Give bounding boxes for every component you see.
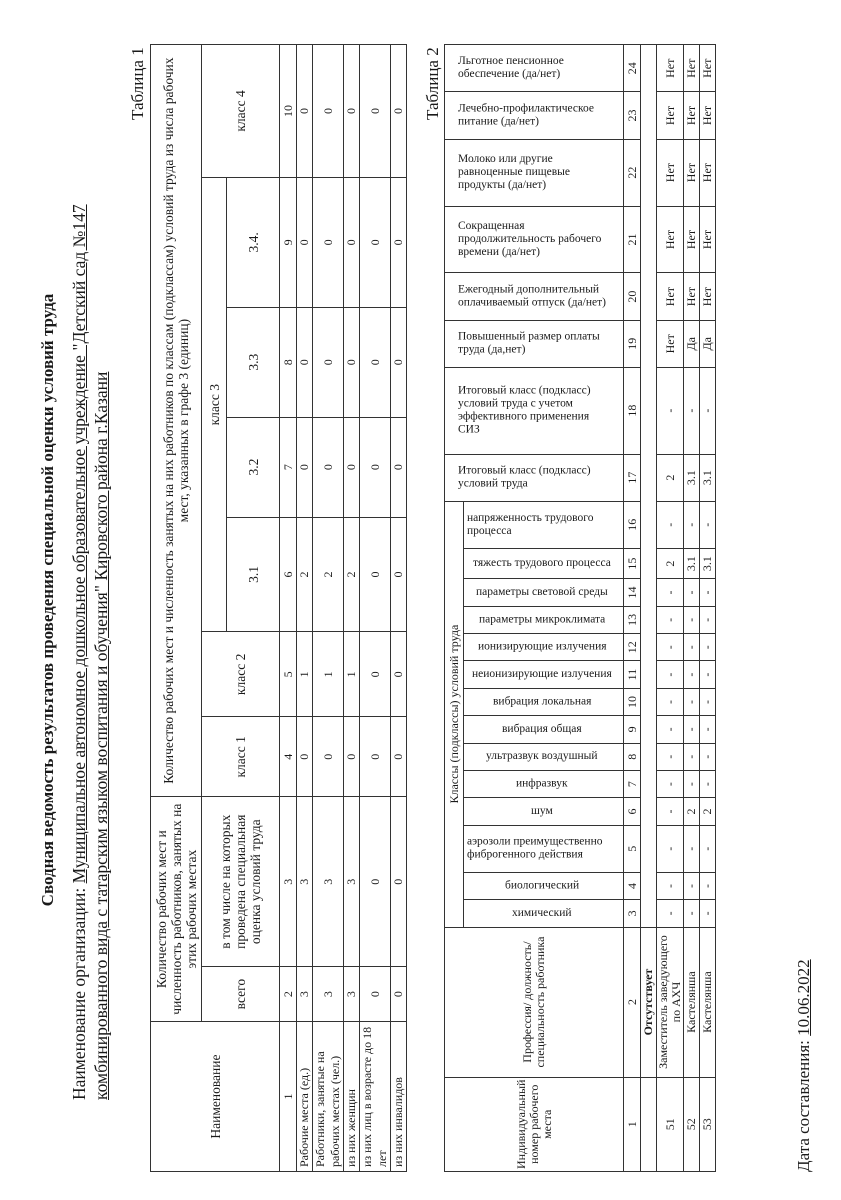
t2-header-result-label: Сокращенная продолжительность рабочего времени (да/нет) xyxy=(457,220,601,259)
t2-cell: - xyxy=(700,688,716,715)
t2-column-number: 4 xyxy=(624,872,641,899)
t2-header-profession: Профессия/ должность/ специальность работника xyxy=(445,927,624,1077)
t1-cell: 0 xyxy=(344,417,360,517)
t1-header-class3: класс 3 xyxy=(202,177,227,631)
t2-header-result xyxy=(445,45,624,92)
t2-header-factor xyxy=(464,825,624,872)
t2-cell: Нет xyxy=(657,45,684,92)
t2-header-factor xyxy=(464,872,624,899)
t1-row-name: Рабочие места (ед.) xyxy=(297,1022,313,1172)
t1-cell: 0 xyxy=(391,45,407,178)
t1-cell: 3 xyxy=(297,967,313,1022)
t1-column-number: 10 xyxy=(280,45,297,178)
t1-cell: 0 xyxy=(360,307,391,417)
t1-row-name: Работники, занятые на рабочих местах (чел.) xyxy=(313,1022,344,1172)
t2-column-number: 7 xyxy=(624,770,641,797)
t2-header-factor-label: ионизирующие излучения xyxy=(477,640,607,653)
t1-cell: 3 xyxy=(297,797,313,967)
t1-header-total: всего xyxy=(202,967,280,1022)
t1-header-3-1: 3.1 xyxy=(227,517,280,632)
t2-row-profession: Кастелянша xyxy=(700,927,716,1077)
t2-column-number: 22 xyxy=(624,139,641,206)
t2-header-factor-label: биологический xyxy=(504,879,580,892)
t1-header-3-3: 3.3 xyxy=(227,307,280,417)
t1-cell: 1 xyxy=(297,632,313,717)
t2-cell: Нет xyxy=(700,273,716,320)
t2-header-factor xyxy=(464,770,624,797)
t2-header-factor-label: параметры световой среды xyxy=(476,585,608,598)
t2-header-factor xyxy=(464,900,624,927)
t1-cell: 0 xyxy=(344,717,360,797)
t1-header-name: Наименование xyxy=(151,1022,280,1172)
t2-cell: - xyxy=(684,634,700,661)
t2-cell: 2 xyxy=(684,798,700,825)
t2-header-factor-label: неионизирующие излучения xyxy=(472,668,612,681)
t2-cell: Да xyxy=(700,320,716,367)
t1-cell: 0 xyxy=(313,45,344,178)
t1-header-3-2: 3.2 xyxy=(227,417,280,517)
t1-cell: 2 xyxy=(344,517,360,632)
t2-header-factor-label: инфразвук xyxy=(516,777,568,790)
t1-column-number: 1 xyxy=(280,1022,297,1172)
t1-cell: 0 xyxy=(391,417,407,517)
t2-cell: - xyxy=(684,579,700,606)
t1-header-class4: класс 4 xyxy=(202,45,280,178)
t2-cell: - xyxy=(684,900,700,927)
t1-cell: 0 xyxy=(391,632,407,717)
t2-column-number: 11 xyxy=(624,661,641,688)
t2-header-result-label: Итоговый класс (подкласс) условий труда xyxy=(457,464,591,490)
t2-cell: - xyxy=(700,770,716,797)
t2-row xyxy=(684,45,700,1172)
t2-cell: - xyxy=(700,579,716,606)
t1-cell: 0 xyxy=(360,417,391,517)
t2-cell: Нет xyxy=(684,273,700,320)
t2-cell: - xyxy=(657,770,684,797)
organization-line xyxy=(68,70,112,1100)
t1-header-class2: класс 2 xyxy=(202,632,280,717)
t1-cell: 0 xyxy=(360,45,391,178)
t2-row-id: 53 xyxy=(700,1077,716,1171)
t1-column-number: 7 xyxy=(280,417,297,517)
t2-section-blank-fill xyxy=(641,45,657,928)
t1-cell: 0 xyxy=(297,307,313,417)
t2-cell: - xyxy=(684,688,700,715)
t2-header-result xyxy=(445,139,624,206)
t2-cell: Нет xyxy=(700,45,716,92)
t1-row xyxy=(313,45,344,1172)
t2-header-factor-label: тяжесть трудового процесса xyxy=(473,557,611,570)
t2-cell: 2 xyxy=(700,798,716,825)
date-value: 10.06.2022 xyxy=(794,959,813,1036)
t2-cell: - xyxy=(684,825,700,872)
t2-cell: Нет xyxy=(657,206,684,273)
t2-cell: Нет xyxy=(684,92,700,139)
t2-cell: - xyxy=(684,872,700,899)
t1-cell: 0 xyxy=(360,797,391,967)
t2-cell: 2 xyxy=(657,548,684,578)
t2-header-factor-label: вибрация общая xyxy=(502,722,582,735)
t2-header-result-label: Повышенный размер оплаты труда (да,нет) xyxy=(457,330,600,356)
t2-header-result xyxy=(445,206,624,273)
t2-cell: Нет xyxy=(684,139,700,206)
t2-column-number: 12 xyxy=(624,634,641,661)
t1-cell: 0 xyxy=(313,417,344,517)
t1-cell: 0 xyxy=(344,177,360,307)
t2-cell: - xyxy=(684,501,700,548)
t1-column-numbers xyxy=(280,45,297,1172)
t2-header-result-label: Молоко или другие равноценные пищевые продукты (да/нет) xyxy=(457,153,570,192)
t2-header-result-label: Лечебно-профилактическое питание (да/нет) xyxy=(457,102,594,128)
t2-cell: - xyxy=(657,501,684,548)
t2-header-factor xyxy=(464,501,624,548)
t1-cell: 0 xyxy=(391,797,407,967)
t2-header-factor-label: напряженность трудового процесса xyxy=(467,511,594,537)
t1-header-group-b: Количество рабочих мест и численность занятых на них работников по классам (подклассам) условий труда из числа рабочих мест, указанных в графе 3 (единиц) xyxy=(151,45,202,797)
t2-header-factor xyxy=(464,688,624,715)
t2-cell: - xyxy=(684,770,700,797)
t2-row-id: 52 xyxy=(684,1077,700,1171)
t2-cell: - xyxy=(684,743,700,770)
t1-header-group-a: Количество рабочих мест и численность работников, занятых на этих рабочих местах xyxy=(151,797,202,1022)
t2-header-result xyxy=(445,454,624,501)
t2-header-result-label: Итоговый класс (подкласс) условий труда с учетом эффективного применения СИЗ xyxy=(457,384,591,436)
t2-cell: - xyxy=(657,825,684,872)
t1-cell: 1 xyxy=(313,632,344,717)
t2-column-number: 14 xyxy=(624,579,641,606)
t1-cell: 3 xyxy=(344,967,360,1022)
t2-header-factor xyxy=(464,716,624,743)
t2-column-number: 13 xyxy=(624,606,641,633)
t2-cell: Нет xyxy=(657,92,684,139)
t2-cell: 3.1 xyxy=(700,548,716,578)
t2-cell: Нет xyxy=(684,206,700,273)
t2-column-number: 24 xyxy=(624,45,641,92)
t2-column-number: 23 xyxy=(624,92,641,139)
t2-header-result-label: Льготное пенсионное обеспечение (да/нет) xyxy=(457,55,564,81)
t2-header-factor xyxy=(464,606,624,633)
document-title: Сводная ведомость результатов проведения специальной оценки условий труда xyxy=(38,293,57,907)
t2-cell: - xyxy=(684,661,700,688)
t2-column-number: 3 xyxy=(624,900,641,927)
t2-cell: - xyxy=(700,606,716,633)
summary-table xyxy=(150,44,407,1172)
t1-cell: 2 xyxy=(297,517,313,632)
t2-column-number: 9 xyxy=(624,716,641,743)
t2-cell: - xyxy=(700,872,716,899)
t2-row-profession: Кастелянша xyxy=(684,927,700,1077)
date-label: Дата составления: xyxy=(794,1035,813,1172)
t2-cell: Нет xyxy=(700,92,716,139)
t2-header-factor-label: шум xyxy=(531,804,553,817)
t2-cell: - xyxy=(684,367,700,454)
t2-cell: - xyxy=(700,634,716,661)
t2-column-number: 17 xyxy=(624,454,641,501)
t1-row xyxy=(297,45,313,1172)
t2-header-result-label: Ежегодный дополнительный оплачиваемый отпуск (да/нет) xyxy=(457,283,606,309)
t2-cell: Нет xyxy=(657,139,684,206)
t2-cell: - xyxy=(657,900,684,927)
t2-cell: - xyxy=(657,798,684,825)
t1-cell: 3 xyxy=(313,967,344,1022)
t2-header-factor xyxy=(464,548,624,578)
t1-cell: 0 xyxy=(391,177,407,307)
t1-header-3-4: 3.4. xyxy=(227,177,280,307)
t2-column-number: 18 xyxy=(624,367,641,454)
t2-column-number: 20 xyxy=(624,273,641,320)
t2-column-number: 19 xyxy=(624,320,641,367)
t1-cell: 0 xyxy=(313,717,344,797)
t2-header-factor xyxy=(464,743,624,770)
t2-cell: - xyxy=(657,579,684,606)
t2-cell: - xyxy=(657,606,684,633)
t1-cell: 0 xyxy=(360,967,391,1022)
t2-cell: Нет xyxy=(700,139,716,206)
t2-column-numbers xyxy=(624,45,641,1172)
t2-cell: 3.1 xyxy=(700,454,716,501)
t2-cell: Нет xyxy=(657,273,684,320)
workplace-table xyxy=(444,44,716,1172)
t2-column-number: 16 xyxy=(624,501,641,548)
t2-cell: - xyxy=(657,634,684,661)
t1-cell: 0 xyxy=(391,967,407,1022)
t2-cell: - xyxy=(657,367,684,454)
t1-row-name: из них инвалидов xyxy=(391,1022,407,1172)
t2-header-result xyxy=(445,367,624,454)
t2-cell: 3.1 xyxy=(684,548,700,578)
t1-header-assessed: в том числе на которых проведена специальная оценка условий труда xyxy=(202,797,280,967)
organization-name: Муниципальное автономное дошкольное образовательное учреждение "Детский сад №147 комбинированного вида с татарским языком воспитания и обучения" Кировского района г.Казани xyxy=(69,204,111,1100)
t2-section-blank xyxy=(641,1077,657,1171)
table1-label: Таблица 1 xyxy=(128,47,147,120)
t1-cell: 2 xyxy=(313,517,344,632)
t2-header-id: Индивидуальный номер рабочего места xyxy=(445,1077,624,1171)
t2-cell: Да xyxy=(684,320,700,367)
t2-header-factor xyxy=(464,661,624,688)
t1-cell: 0 xyxy=(360,717,391,797)
organization-label: Наименование организации: xyxy=(69,883,89,1100)
t2-cell: - xyxy=(657,688,684,715)
t2-header-factor-label: вибрация локальная xyxy=(492,695,592,708)
t2-section-title: Отсутствует xyxy=(641,927,657,1077)
t2-header-factor-label: ультразвук воздушный xyxy=(486,750,598,763)
t2-column-number: 2 xyxy=(624,927,641,1077)
t1-cell: 0 xyxy=(297,177,313,307)
t2-cell: 2 xyxy=(657,454,684,501)
t2-header-factor-label: параметры микроклимата xyxy=(478,613,606,626)
t2-cell: - xyxy=(700,501,716,548)
table2-label: Таблица 2 xyxy=(423,47,442,120)
t1-cell: 0 xyxy=(360,632,391,717)
t1-row-name: из них лиц в возрасте до 18 лет xyxy=(360,1022,391,1172)
t2-cell: - xyxy=(700,661,716,688)
t1-column-number: 3 xyxy=(280,797,297,967)
t2-header-classes-group: Классы (подклассы) условий труда xyxy=(445,501,464,927)
t1-column-number: 5 xyxy=(280,632,297,717)
t2-column-number: 6 xyxy=(624,798,641,825)
t2-cell: - xyxy=(684,716,700,743)
t2-cell: - xyxy=(657,716,684,743)
t2-row xyxy=(657,45,684,1172)
t2-header-factor xyxy=(464,798,624,825)
t1-column-number: 8 xyxy=(280,307,297,417)
t2-cell: - xyxy=(700,825,716,872)
compilation-date xyxy=(794,959,814,1172)
t2-column-number: 8 xyxy=(624,743,641,770)
t2-cell: - xyxy=(700,900,716,927)
t2-column-number: 1 xyxy=(624,1077,641,1171)
t2-cell: Нет xyxy=(684,45,700,92)
t2-header-result xyxy=(445,92,624,139)
t2-column-number: 5 xyxy=(624,825,641,872)
t2-header-factor-label: аэрозоли преимущественно фиброгенного действия xyxy=(467,835,603,861)
t1-cell: 0 xyxy=(391,517,407,632)
t1-cell: 3 xyxy=(313,797,344,967)
t2-cell: - xyxy=(657,661,684,688)
t2-header-result xyxy=(445,273,624,320)
t1-header-class1: класс 1 xyxy=(202,717,280,797)
t1-cell: 0 xyxy=(297,417,313,517)
t1-cell: 0 xyxy=(313,177,344,307)
t2-row-id: 51 xyxy=(657,1077,684,1171)
t2-header-result xyxy=(445,320,624,367)
t1-row xyxy=(360,45,391,1172)
t2-cell: - xyxy=(657,743,684,770)
t1-row xyxy=(344,45,360,1172)
t2-column-number: 21 xyxy=(624,206,641,273)
t2-header-factor xyxy=(464,579,624,606)
t2-column-number: 10 xyxy=(624,688,641,715)
t2-row xyxy=(700,45,716,1172)
t1-cell: 0 xyxy=(297,717,313,797)
t2-cell: 3.1 xyxy=(684,454,700,501)
t1-cell: 3 xyxy=(344,797,360,967)
t1-cell: 0 xyxy=(391,307,407,417)
t1-column-number: 4 xyxy=(280,717,297,797)
t1-cell: 0 xyxy=(344,307,360,417)
t1-cell: 0 xyxy=(344,45,360,178)
t1-column-number: 9 xyxy=(280,177,297,307)
t2-row-profession: Заместитель заведующего по АХЧ xyxy=(657,927,684,1077)
t1-row-name: из них женщин xyxy=(344,1022,360,1172)
t2-cell: - xyxy=(700,367,716,454)
t2-header-factor xyxy=(464,634,624,661)
t1-row xyxy=(391,45,407,1172)
t2-cell: - xyxy=(684,606,700,633)
t1-cell: 0 xyxy=(297,45,313,178)
t1-column-number: 6 xyxy=(280,517,297,632)
t1-column-number: 2 xyxy=(280,967,297,1022)
t1-cell: 0 xyxy=(360,517,391,632)
t2-cell: Нет xyxy=(700,206,716,273)
t2-cell: - xyxy=(657,872,684,899)
t1-cell: 0 xyxy=(360,177,391,307)
t1-cell: 1 xyxy=(344,632,360,717)
t1-cell: 0 xyxy=(313,307,344,417)
t2-cell: - xyxy=(700,716,716,743)
t2-cell: Нет xyxy=(657,320,684,367)
t1-cell: 0 xyxy=(391,717,407,797)
t2-column-number: 15 xyxy=(624,548,641,578)
t2-header-factor-label: химический xyxy=(512,906,572,919)
t2-cell: - xyxy=(700,743,716,770)
